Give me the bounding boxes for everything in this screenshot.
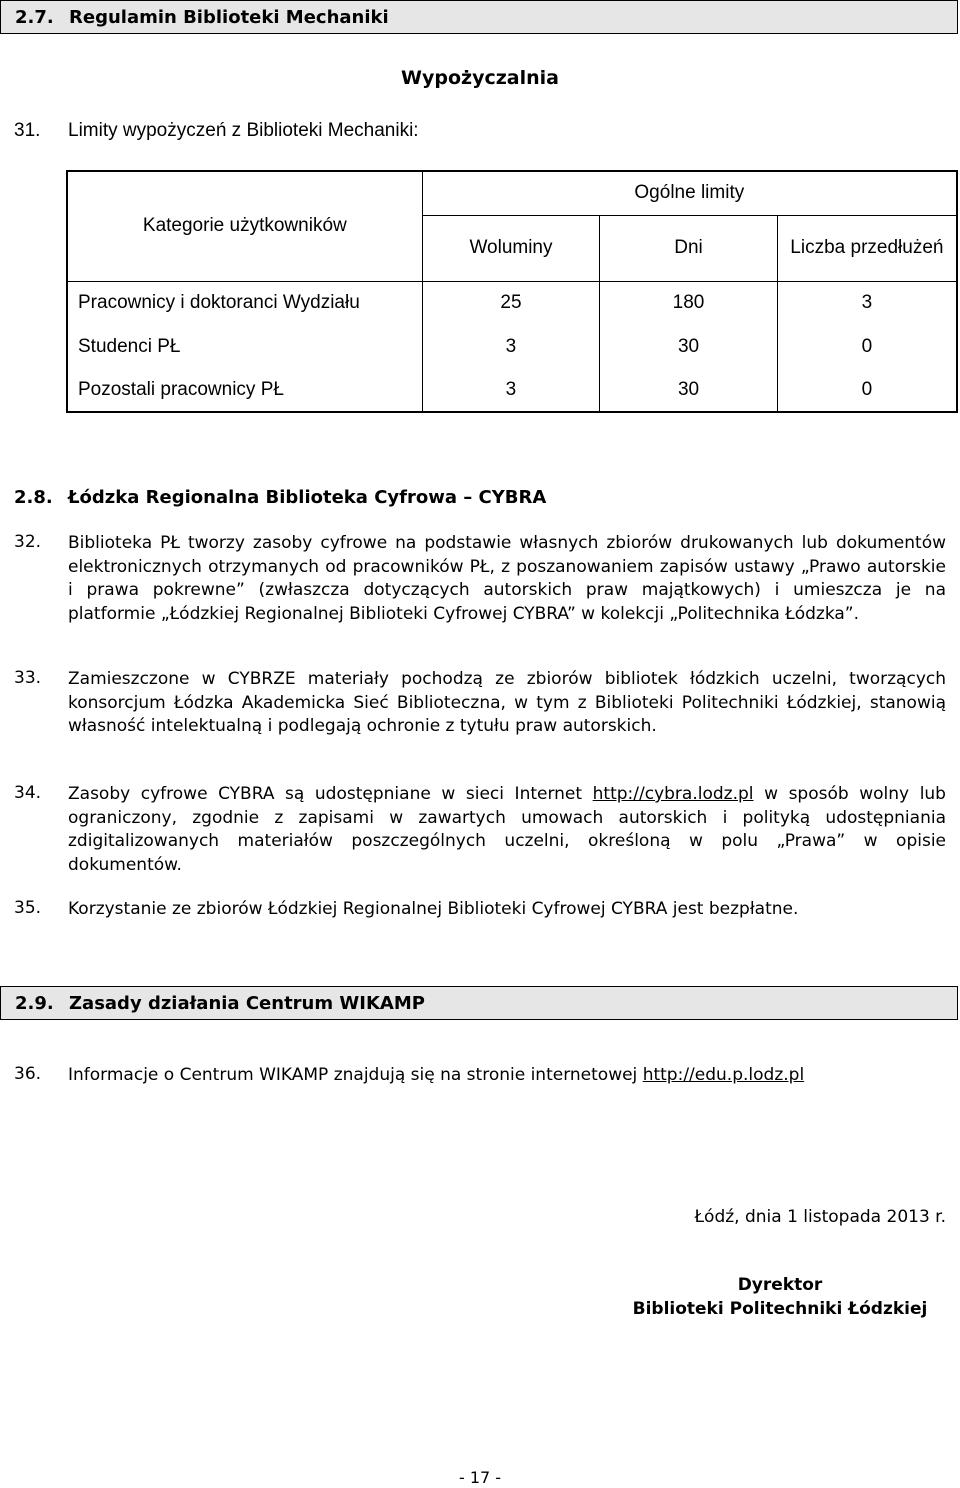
item-text-part: Zasoby cyfrowe CYBRA są udostępniane w sieci Internet — [68, 784, 593, 804]
header-days: Dni — [600, 215, 777, 281]
place-date: Łódź, dnia 1 listopada 2013 r. — [694, 1207, 946, 1227]
section-header-2-9 — [0, 986, 958, 1020]
item-text: Zamieszczone w CYBRZE materiały pochodzą ze zbiorów bibliotek łódzkich uczelni, tworzących konsorcjum Łódzka Akademicka Sieć Biblioteczna, w tym z Biblioteki Politechniki Łódzkiej, stanowią własność intelektualną i podlegają ochronie z tytułu praw autorskich. — [68, 669, 946, 736]
item-text-part: Informacje o Centrum WIKAMP znajdują się na stronie internetowej — [68, 1065, 643, 1085]
item-text: Limity wypożyczeń z Biblioteki Mechaniki: — [68, 120, 419, 141]
section-title: Regulamin Biblioteki Mechaniki — [69, 7, 389, 28]
item-number: 31. — [14, 120, 41, 141]
cell-category: Studenci PŁ — [67, 325, 422, 368]
cell-renewals: 0 — [777, 368, 957, 412]
signature-institution: Biblioteki Politechniki Łódzkiej — [632, 1299, 928, 1319]
item-number: 35. — [14, 898, 42, 918]
item-text — [68, 783, 946, 877]
wikamp-link[interactable]: http://edu.p.lodz.pl — [642, 1065, 805, 1085]
item-text: Biblioteka PŁ tworzy zasoby cyfrowe na podstawie własnych zbiorów drukowanych lub dokumentów elektronicznych otrzymanych od pracowników PŁ, z poszanowaniem zapisów ustawy „Prawo autorskie i prawa pokrewne” (zwłaszcza dotyczących autorskich praw majątkowych) i umieszcza je na platformie „Łódzkiej Regionalnej Biblioteki Cyfrowej CYBRA” w kolekcji „Politechnika Łódzka”. — [68, 533, 946, 624]
table-row — [67, 325, 957, 368]
header-category: Kategorie użytkowników — [67, 171, 422, 281]
section-title-2-8: Łódzka Regionalna Biblioteka Cyfrowa – CYBRA — [68, 487, 547, 508]
cell-days: 180 — [600, 281, 777, 325]
item-text-part: w sposób wolny lub ograniczony, zgodnie z zapisami w zawartych umowach autorskich i polityką udostępniania zdigitalizowanych materiałów poszczególnych uczelni, określoną w polu „Prawa” w opisie dokumentów. — [68, 784, 946, 875]
page-number: - 17 - — [458, 1468, 502, 1487]
cell-category: Pozostali pracownicy PŁ — [67, 368, 422, 412]
section-number-2-8: 2.8. — [14, 487, 53, 508]
item-text — [68, 1064, 946, 1088]
item-number: 36. — [14, 1064, 42, 1084]
cell-volumes: 3 — [422, 325, 600, 368]
table-row — [67, 281, 957, 325]
cell-renewals: 3 — [777, 281, 957, 325]
item-text: Korzystanie ze zbiorów Łódzkiej Regionalnej Biblioteki Cyfrowej CYBRA jest bezpłatne. — [68, 899, 799, 919]
table-row — [67, 368, 957, 412]
section-title: Zasady działania Centrum WIKAMP — [69, 993, 425, 1014]
header-renewals: Liczba przedłużeń — [777, 215, 957, 281]
cell-volumes: 25 — [422, 281, 600, 325]
cell-days: 30 — [600, 325, 777, 368]
cell-days: 30 — [600, 368, 777, 412]
cybra-link[interactable]: http://cybra.lodz.pl — [592, 784, 754, 804]
cell-renewals: 0 — [777, 325, 957, 368]
subsection-title: Wypożyczalnia — [401, 67, 559, 89]
signature-role: Dyrektor — [737, 1275, 823, 1295]
loan-limits-table — [66, 170, 958, 413]
item-number: 32. — [14, 532, 42, 552]
cell-volumes: 3 — [422, 368, 600, 412]
cell-category: Pracownicy i doktoranci Wydziału — [67, 281, 422, 325]
section-header-2-7 — [0, 0, 958, 34]
header-general-limits: Ogólne limity — [422, 171, 957, 215]
item-number: 34. — [14, 783, 42, 803]
section-number: 2.7. — [15, 7, 54, 28]
item-number: 33. — [14, 668, 42, 688]
section-number: 2.9. — [15, 993, 54, 1014]
header-volumes: Woluminy — [422, 215, 600, 281]
